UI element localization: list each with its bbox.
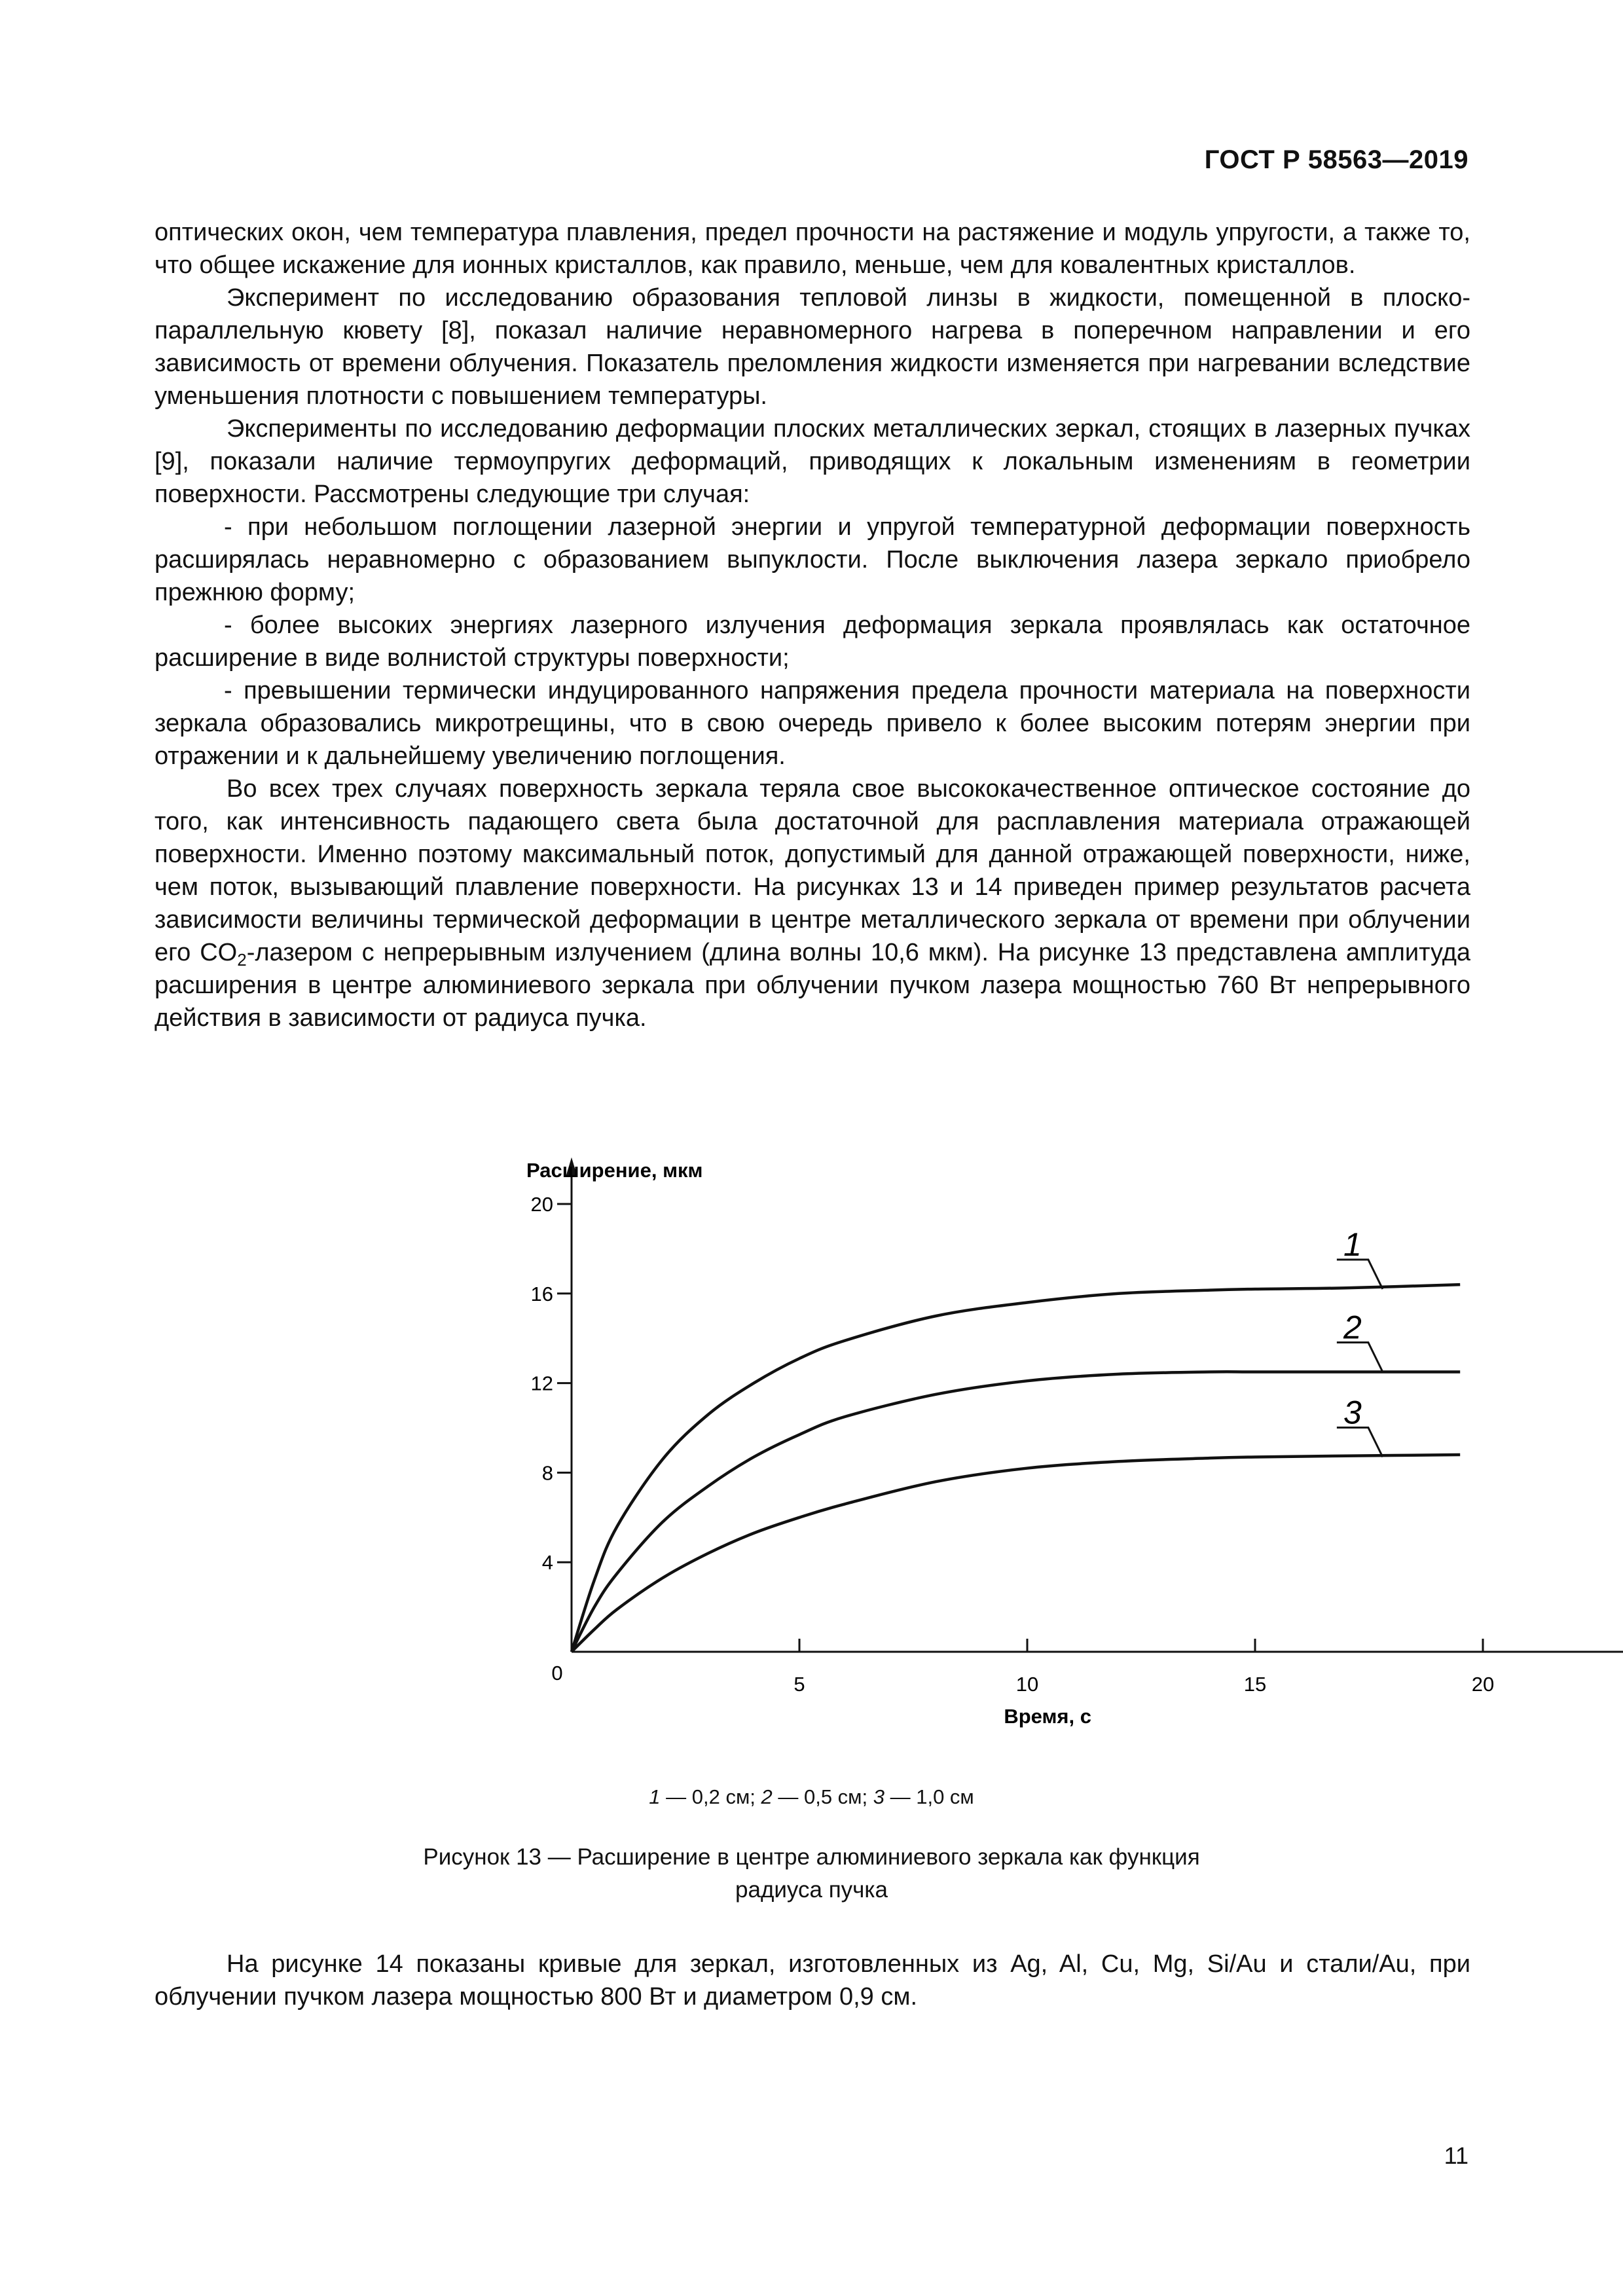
y-tick-label: 12 [530,1372,553,1395]
series-leader [1337,1427,1383,1457]
x-tick-label: 10 [1015,1673,1039,1696]
series-label: 1 [1343,1226,1362,1263]
paragraph: На рисунке 14 показаны кривые для зеркал, изготовленных из Ag, Al, Cu, Mg, Si/Au и стали/Au, при облучении пучком лазера мощностью 800 Вт и диаметром 0,9 см. [155,1950,1470,2011]
series-label: 3 [1343,1394,1362,1431]
series-line-3 [572,1455,1460,1652]
legend-key: 2 [761,1785,773,1808]
y-tick-label: 20 [530,1193,553,1216]
body-text-continued [155,1948,1470,2013]
expansion-chart [0,1139,1623,1755]
legend-key: 3 [873,1785,884,1808]
paragraph: Эксперимент по исследованию образования тепловой линзы в жидкости, помещенной в плоско-параллельную кювету [8], показал наличие неравномерного нагрева в поперечном направлении и его зависимость от времени облучения. Показатель преломления жидкости изменяется при нагревании вследствие уменьшения плотности с повышением температуры. [155,284,1470,410]
origin-label: 0 [551,1662,563,1685]
figure-legend [0,1785,1623,1809]
legend-text: — 0,2 см; [660,1785,761,1808]
subscript: 2 [237,950,247,970]
caption-line: радиуса пучка [735,1877,888,1903]
paragraph: оптических окон, чем температура плавления, предел прочности на растяжение и модуль упругости, а также то, что общее искажение для ионных кристаллов, как правило, меньше, чем для ковалентных кристаллов. [155,219,1470,279]
series-leader [1337,1343,1383,1372]
x-axis-label: Время, с [1004,1705,1091,1728]
y-tick-label: 16 [530,1282,553,1305]
y-tick-label: 8 [541,1461,553,1485]
body-text [155,216,1470,1034]
list-item: - более высоких энергиях лазерного излучения деформация зеркала проявлялась как остаточное расширение в виде волнистой структуры поверхности; [155,611,1470,672]
series-label: 2 [1343,1309,1362,1346]
x-tick-label: 20 [1471,1673,1495,1696]
series-leader [1337,1260,1383,1289]
legend-key: 1 [649,1785,661,1808]
y-tick-label: 4 [541,1551,553,1575]
caption-line: Рисунок 13 — Расширение в центре алюминиевого зеркала как функция [423,1844,1200,1870]
document-id: ГОСТ Р 58563—2019 [1204,145,1468,174]
series-line-2 [572,1372,1460,1652]
page-number: 11 [1444,2142,1468,2169]
y-axis-label: Расширение, мкм [526,1159,703,1182]
paragraph-part: Во всех трех случаях поверхность зеркала теряла свое высококачественное оптическое состояние до того, как интенсивность падающего света была достаточной для расплавления материала отражающей поверхности. Именно поэтому максимальный поток, допустимый для данной отражающей поверхности, ниже, чем поток, вызывающий плавление поверхности. На рисунках 13 и 14 приведен пример результатов расчета зависимости величины термической деформации в центре металлического зеркала от времени при облучении его CO [155,775,1470,966]
figure-caption [0,1841,1623,1906]
paragraph [155,773,1470,1034]
legend-text: — 1,0 см [884,1785,974,1808]
x-tick-label: 15 [1243,1673,1267,1696]
list-item: - при небольшом поглощении лазерной энергии и упругой температурной деформации поверхность расширялась неравномерно с образованием выпуклости. После выключения лазера зеркало приобрело прежнюю форму; [155,513,1470,606]
list-item: - превышении термически индуцированного напряжения предела прочности материала на поверхности зеркала образовались микротрещины, что в свою очередь привело к более высоким потерям энергии при отражении и к дальнейшему увеличению поглощения. [155,677,1470,770]
x-tick-label: 5 [793,1673,805,1696]
paragraph-part: -лазером с непрерывным излучением (длина волны 10,6 мкм). На рисунке 13 представлена амплитуда расширения в центре алюминиевого зеркала при облучении пучком лазера мощностью 760 Вт непрерывного действия в зависимости от радиуса пучка. [155,939,1470,1032]
legend-text: — 0,5 см; [772,1785,873,1808]
paragraph: Эксперименты по исследованию деформации плоских металлических зеркал, стоящих в лазерных пучках [9], показали наличие термоупругих деформаций, приводящих к локальным изменениям в геометрии поверхности. Рассмотрены следующие три случая: [155,415,1470,508]
